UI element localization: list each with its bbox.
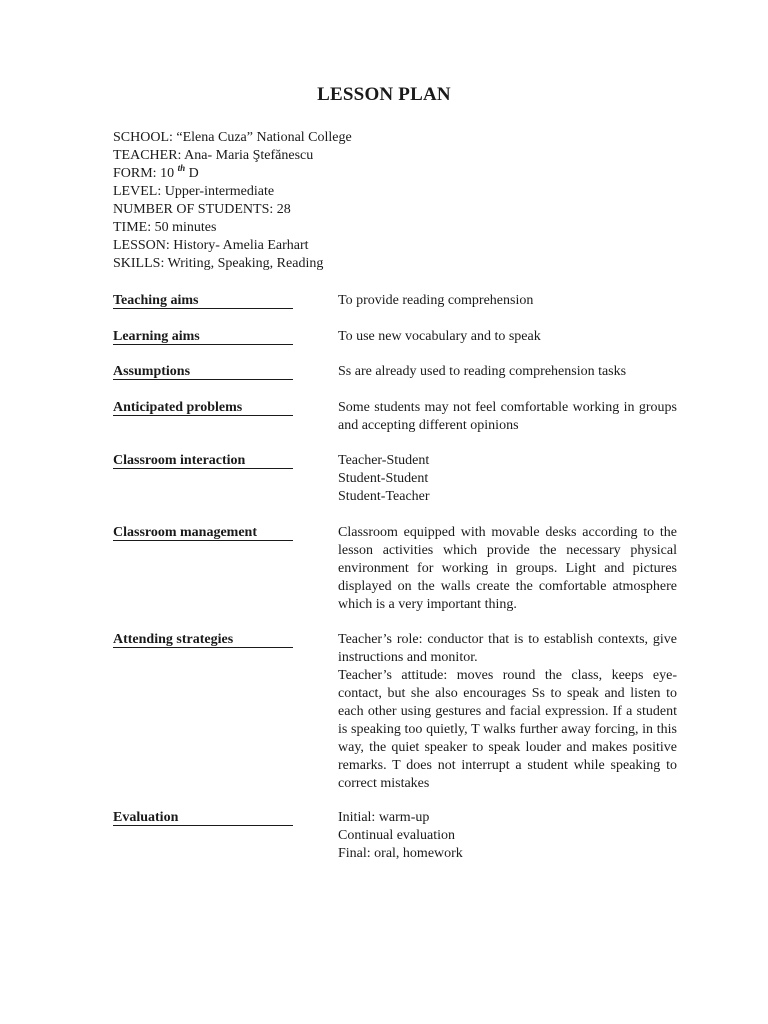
time-line: TIME: 50 minutes bbox=[113, 220, 217, 235]
section-content bbox=[338, 328, 677, 346]
lesson-header bbox=[113, 129, 352, 273]
form-line bbox=[113, 165, 352, 183]
label-underline bbox=[113, 540, 293, 541]
content-line: Student-Teacher bbox=[338, 489, 430, 504]
section-label: Teaching aims bbox=[113, 293, 199, 308]
content-line: To use new vocabulary and to speak bbox=[338, 329, 541, 344]
content-line: Final: oral, homework bbox=[338, 846, 463, 861]
section-content bbox=[338, 292, 677, 310]
section-label: Learning aims bbox=[113, 329, 200, 344]
section-label: Assumptions bbox=[113, 364, 191, 379]
content-line: Continual evaluation bbox=[338, 828, 456, 843]
section-content bbox=[338, 631, 677, 793]
skills-line: SKILLS: Writing, Speaking, Reading bbox=[113, 256, 324, 271]
content-line: Teacher’s role: conductor that is to establish contexts, give instructions and monitor. bbox=[338, 632, 677, 665]
label-underline bbox=[113, 415, 293, 416]
content-line: Teacher’s attitude: moves round the class, keeps eye-contact, but she also encourages Ss to speak and listen to each other using gestures and facial expression. If a student is speaking too quietly, T walks further away forcing, in this way, the quiet speaker to speak louder and makes positive remarks. T does not interrupt a student while speaking to correct mistakes bbox=[338, 668, 677, 791]
content-line: Classroom equipped with movable desks according to the lesson activities which provide the necessary physical environment for working in groups. Light and pictures displayed on the walls create the comfortable atmosphere which is a very important thing. bbox=[338, 525, 677, 612]
content-line: Student-Student bbox=[338, 471, 429, 486]
section-content bbox=[338, 452, 677, 506]
form-prefix: FORM: 10 bbox=[113, 166, 175, 181]
section-label: Evaluation bbox=[113, 810, 179, 825]
section-content bbox=[338, 363, 677, 381]
content-line: Initial: warm-up bbox=[338, 810, 430, 825]
section-label: Anticipated problems bbox=[113, 400, 243, 415]
content-line: Teacher-Student bbox=[338, 453, 430, 468]
content-line: Ss are already used to reading comprehension tasks bbox=[338, 364, 627, 379]
school-line: SCHOOL: “Elena Cuza” National College bbox=[113, 130, 352, 145]
content-line: Some students may not feel comfortable working in groups and accepting different opinions bbox=[338, 400, 677, 433]
section-content bbox=[338, 399, 677, 435]
label-underline bbox=[113, 647, 293, 648]
label-underline bbox=[113, 468, 293, 469]
teacher-line: TEACHER: Ana- Maria Ştefănescu bbox=[113, 148, 314, 163]
content-line: To provide reading comprehension bbox=[338, 293, 534, 308]
label-underline bbox=[113, 344, 293, 345]
lesson-line: LESSON: History- Amelia Earhart bbox=[113, 238, 309, 253]
section-content bbox=[338, 524, 677, 614]
document-title: LESSON PLAN bbox=[317, 84, 451, 105]
level-line: LEVEL: Upper-intermediate bbox=[113, 184, 275, 199]
section-content bbox=[338, 809, 677, 863]
label-underline bbox=[113, 379, 293, 380]
students-line: NUMBER OF STUDENTS: 28 bbox=[113, 202, 291, 217]
form-superscript: th bbox=[177, 163, 186, 173]
form-suffix: D bbox=[185, 166, 199, 181]
label-underline bbox=[113, 308, 293, 309]
label-underline bbox=[113, 825, 293, 826]
section-label: Classroom interaction bbox=[113, 453, 246, 468]
section-label: Classroom management bbox=[113, 525, 258, 540]
section-label: Attending strategies bbox=[113, 632, 234, 647]
